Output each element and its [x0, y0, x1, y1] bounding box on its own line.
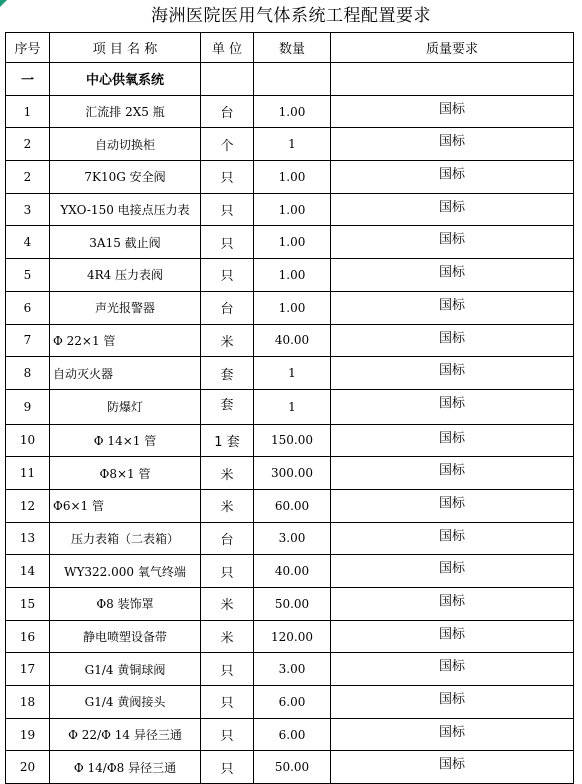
- row-no: 4: [6, 226, 50, 259]
- row-name: G1/4 黄阀接头: [50, 686, 201, 719]
- row-req: 国标: [331, 522, 574, 555]
- row-name: G1/4 黄铜球阀: [50, 653, 201, 686]
- table-row: [6, 259, 574, 292]
- section-qty: [254, 63, 331, 96]
- row-req: 国标: [331, 291, 574, 324]
- row-req: 国标: [331, 751, 574, 784]
- row-req: 国标: [331, 128, 574, 161]
- row-qty: 1.00: [254, 291, 331, 324]
- row-req: 国标: [331, 226, 574, 259]
- header-qty: 数量: [254, 33, 331, 63]
- row-no: 6: [6, 291, 50, 324]
- row-name: 静电喷塑设备带: [50, 620, 201, 653]
- row-unit: 米: [201, 620, 254, 653]
- table-row: [6, 424, 574, 457]
- config-table: [5, 32, 574, 784]
- row-qty: 120.00: [254, 620, 331, 653]
- row-no: 7: [6, 324, 50, 357]
- row-qty: 6.00: [254, 718, 331, 751]
- row-no: 18: [6, 686, 50, 719]
- header-no: 序号: [6, 33, 50, 63]
- row-qty: 6.00: [254, 686, 331, 719]
- page-title: 海洲医院医用气体系统工程配置要求: [151, 6, 431, 26]
- header-row: [6, 33, 574, 63]
- table-row: [6, 193, 574, 226]
- row-no: 2: [6, 161, 50, 194]
- row-name: Φ 22×1 管: [50, 324, 201, 357]
- row-no: 9: [6, 389, 50, 424]
- row-req: 国标: [331, 686, 574, 719]
- table-row: [6, 357, 574, 390]
- row-name: Φ 14×1 管: [50, 424, 201, 457]
- table-row: [6, 522, 574, 555]
- header-unit: 单 位: [201, 33, 254, 63]
- row-qty: 1: [254, 357, 331, 390]
- table-row: [6, 718, 574, 751]
- row-unit: 只: [201, 226, 254, 259]
- row-qty: 1.00: [254, 161, 331, 194]
- row-req: 国标: [331, 489, 574, 522]
- table-row: [6, 161, 574, 194]
- row-req: 国标: [331, 324, 574, 357]
- row-unit: 台: [201, 522, 254, 555]
- row-unit: 套: [201, 357, 254, 390]
- row-no: 5: [6, 259, 50, 292]
- table-row: [6, 128, 574, 161]
- row-unit: 台: [201, 291, 254, 324]
- row-no: 13: [6, 522, 50, 555]
- row-req: 国标: [331, 389, 574, 424]
- table-row: [6, 555, 574, 588]
- row-qty: 40.00: [254, 555, 331, 588]
- row-name: YXO-150 电接点压力表: [50, 193, 201, 226]
- row-no: 19: [6, 718, 50, 751]
- row-no: 10: [6, 424, 50, 457]
- row-req: 国标: [331, 620, 574, 653]
- row-unit: 只: [201, 718, 254, 751]
- row-qty: 40.00: [254, 324, 331, 357]
- section-row: [6, 63, 574, 96]
- row-name: 3A15 截止阀: [50, 226, 201, 259]
- row-unit: 只: [201, 751, 254, 784]
- row-no: 3: [6, 193, 50, 226]
- row-qty: 1: [254, 389, 331, 424]
- section-req: [331, 63, 574, 96]
- table-row: [6, 620, 574, 653]
- row-req: 国标: [331, 555, 574, 588]
- row-name: 压力表箱（二表箱）: [50, 522, 201, 555]
- row-qty: 1.00: [254, 259, 331, 292]
- row-unit: 1 套: [201, 424, 254, 457]
- row-req: 国标: [331, 424, 574, 457]
- row-req: 国标: [331, 588, 574, 621]
- row-qty: 60.00: [254, 489, 331, 522]
- row-name: 防爆灯: [50, 389, 201, 424]
- row-unit: 只: [201, 161, 254, 194]
- row-unit: 米: [201, 489, 254, 522]
- row-unit: 只: [201, 653, 254, 686]
- row-req: 国标: [331, 357, 574, 390]
- section-no: 一: [6, 63, 50, 96]
- row-req: 国标: [331, 95, 574, 128]
- row-name: 声光报警器: [50, 291, 201, 324]
- row-name: Φ8 装饰罩: [50, 588, 201, 621]
- row-unit: 个: [201, 128, 254, 161]
- header-req: 质量要求: [331, 33, 574, 63]
- row-qty: 1: [254, 128, 331, 161]
- row-name: Φ6×1 管: [50, 489, 201, 522]
- row-unit: 只: [201, 555, 254, 588]
- row-no: 14: [6, 555, 50, 588]
- row-name: Φ 14/Φ8 异径三通: [50, 751, 201, 784]
- table-row: [6, 95, 574, 128]
- row-unit: 只: [201, 259, 254, 292]
- row-qty: 1.00: [254, 95, 331, 128]
- row-no: 17: [6, 653, 50, 686]
- row-qty: 1.00: [254, 193, 331, 226]
- row-unit: 只: [201, 686, 254, 719]
- row-no: 12: [6, 489, 50, 522]
- row-no: 1: [6, 95, 50, 128]
- row-no: 20: [6, 751, 50, 784]
- row-qty: 300.00: [254, 457, 331, 490]
- table-row: [6, 457, 574, 490]
- row-name: 自动灭火器: [50, 357, 201, 390]
- row-name: Φ8×1 管: [50, 457, 201, 490]
- table-row: [6, 291, 574, 324]
- row-qty: 50.00: [254, 751, 331, 784]
- row-name: 汇流排 2X5 瓶: [50, 95, 201, 128]
- row-name: Φ 22/Φ 14 异径三通: [50, 718, 201, 751]
- row-req: 国标: [331, 193, 574, 226]
- row-no: 15: [6, 588, 50, 621]
- row-qty: 50.00: [254, 588, 331, 621]
- row-req: 国标: [331, 457, 574, 490]
- row-unit: 只: [201, 193, 254, 226]
- row-unit: 米: [201, 324, 254, 357]
- row-name: 自动切换柜: [50, 128, 201, 161]
- row-req: 国标: [331, 161, 574, 194]
- table-row: [6, 489, 574, 522]
- row-unit: 米: [201, 588, 254, 621]
- row-qty: 3.00: [254, 522, 331, 555]
- table-row: [6, 389, 574, 424]
- row-name: 4R4 压力表阀: [50, 259, 201, 292]
- section-name: 中心供氧系统: [50, 63, 201, 96]
- row-unit: 台: [201, 95, 254, 128]
- row-no: 2: [6, 128, 50, 161]
- table-row: [6, 751, 574, 784]
- row-no: 8: [6, 357, 50, 390]
- table-row: [6, 324, 574, 357]
- row-no: 16: [6, 620, 50, 653]
- row-unit: 米: [201, 457, 254, 490]
- row-qty: 3.00: [254, 653, 331, 686]
- table-row: [6, 226, 574, 259]
- row-no: 11: [6, 457, 50, 490]
- table-row: [6, 686, 574, 719]
- row-name: 7K10G 安全阀: [50, 161, 201, 194]
- row-qty: 1.00: [254, 226, 331, 259]
- table-row: [6, 653, 574, 686]
- header-name: 项 目 名 称: [50, 33, 201, 63]
- row-req: 国标: [331, 259, 574, 292]
- row-req: 国标: [331, 718, 574, 751]
- section-unit: [201, 63, 254, 96]
- row-unit: 套: [201, 389, 254, 424]
- table-row: [6, 588, 574, 621]
- row-req: 国标: [331, 653, 574, 686]
- row-name: WY322.000 氧气终端: [50, 555, 201, 588]
- row-qty: 150.00: [254, 424, 331, 457]
